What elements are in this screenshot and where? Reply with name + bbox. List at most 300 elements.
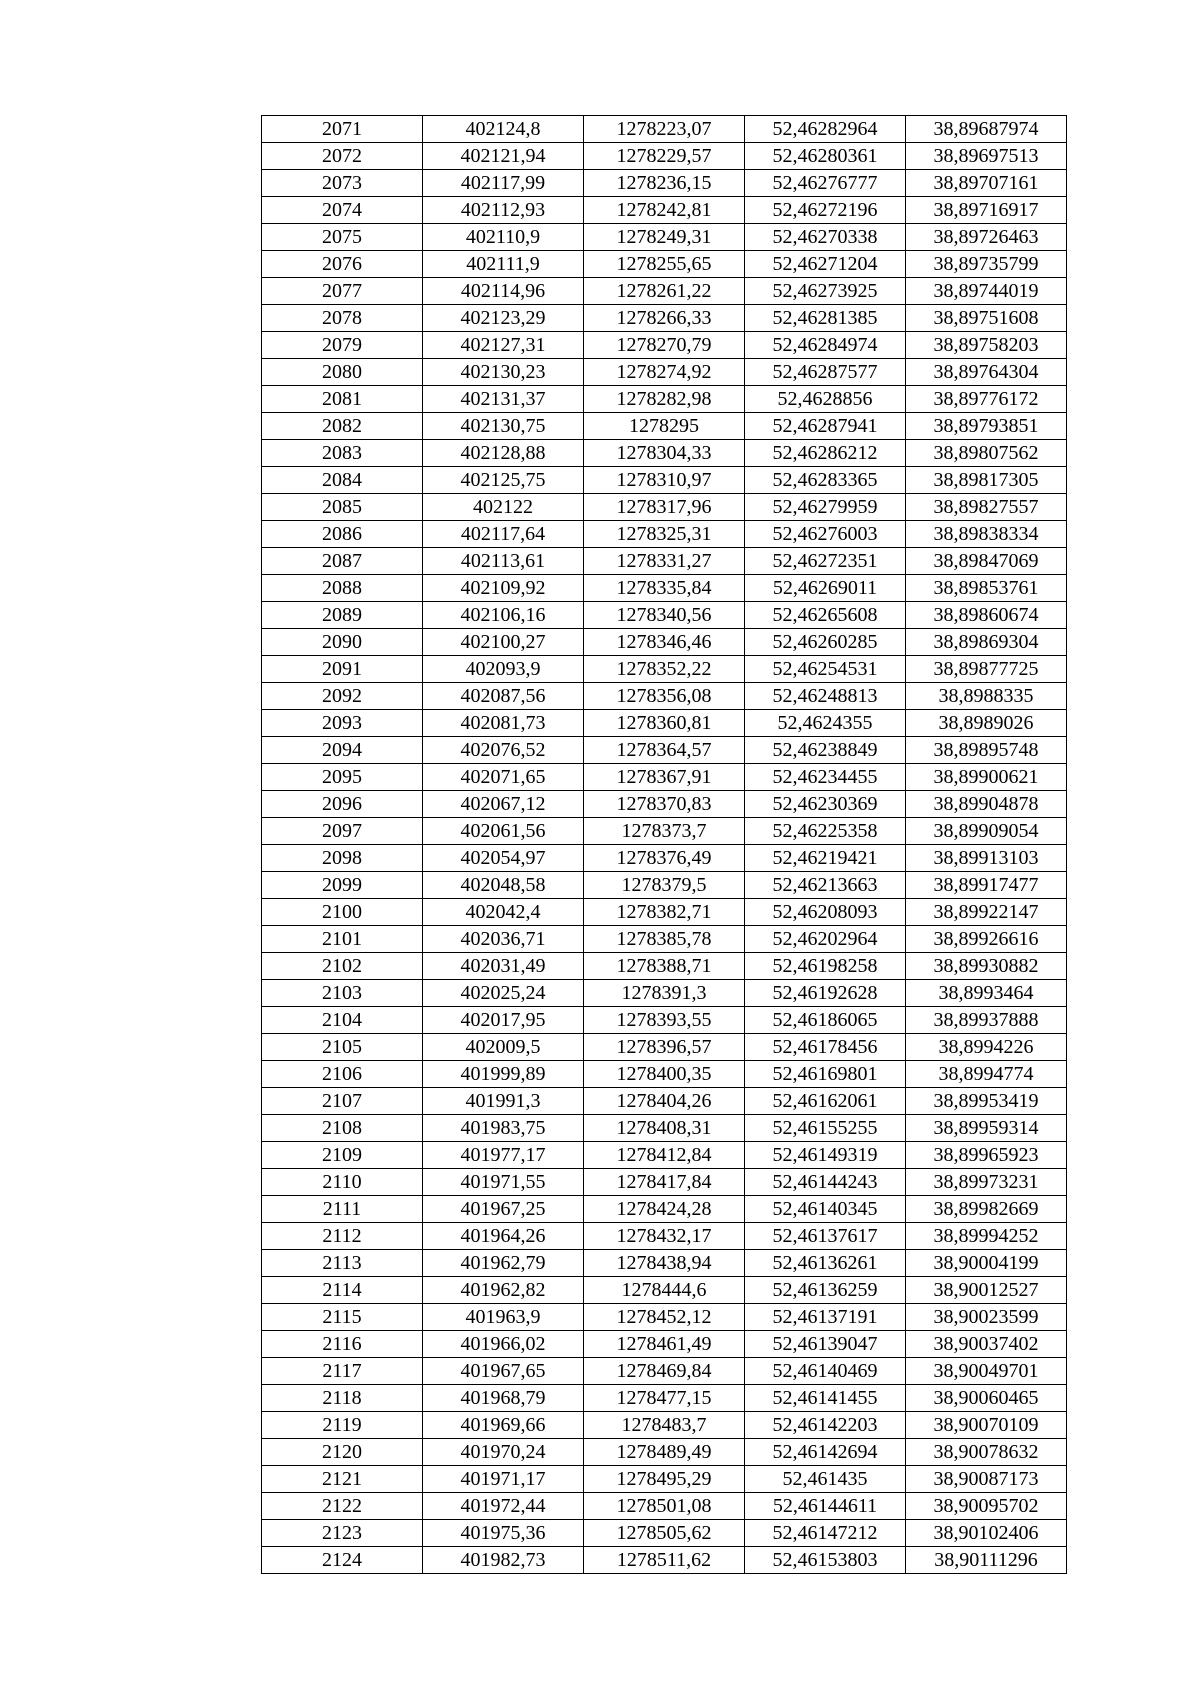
latitude-cell: 52,46178456 xyxy=(745,1034,906,1061)
point-number-cell: 2124 xyxy=(262,1547,423,1574)
longitude-cell: 38,8994774 xyxy=(906,1061,1067,1088)
longitude-cell: 38,8989026 xyxy=(906,710,1067,737)
point-number-cell: 2098 xyxy=(262,845,423,872)
latitude-cell: 52,46213663 xyxy=(745,872,906,899)
y-coordinate-cell: 1278331,27 xyxy=(584,548,745,575)
y-coordinate-cell: 1278511,62 xyxy=(584,1547,745,1574)
point-number-cell: 2101 xyxy=(262,926,423,953)
point-number-cell: 2117 xyxy=(262,1358,423,1385)
table-row xyxy=(262,1466,1067,1493)
x-coordinate-cell: 401966,02 xyxy=(423,1331,584,1358)
latitude-cell: 52,46142694 xyxy=(745,1439,906,1466)
point-number-cell: 2080 xyxy=(262,359,423,386)
x-coordinate-cell: 401975,36 xyxy=(423,1520,584,1547)
table-row xyxy=(262,629,1067,656)
latitude-cell: 52,4628856 xyxy=(745,386,906,413)
latitude-cell: 52,46284974 xyxy=(745,332,906,359)
x-coordinate-cell: 402025,24 xyxy=(423,980,584,1007)
y-coordinate-cell: 1278270,79 xyxy=(584,332,745,359)
y-coordinate-cell: 1278391,3 xyxy=(584,980,745,1007)
table-row xyxy=(262,413,1067,440)
y-coordinate-cell: 1278364,57 xyxy=(584,737,745,764)
table-row xyxy=(262,1385,1067,1412)
longitude-cell: 38,89707161 xyxy=(906,170,1067,197)
point-number-cell: 2106 xyxy=(262,1061,423,1088)
longitude-cell: 38,90070109 xyxy=(906,1412,1067,1439)
y-coordinate-cell: 1278424,28 xyxy=(584,1196,745,1223)
longitude-cell: 38,89827557 xyxy=(906,494,1067,521)
latitude-cell: 52,46147212 xyxy=(745,1520,906,1547)
table-row xyxy=(262,1358,1067,1385)
y-coordinate-cell: 1278382,71 xyxy=(584,899,745,926)
longitude-cell: 38,90111296 xyxy=(906,1547,1067,1574)
table-row xyxy=(262,251,1067,278)
x-coordinate-cell: 401991,3 xyxy=(423,1088,584,1115)
longitude-cell: 38,90004199 xyxy=(906,1250,1067,1277)
y-coordinate-cell: 1278340,56 xyxy=(584,602,745,629)
longitude-cell: 38,89913103 xyxy=(906,845,1067,872)
table-row xyxy=(262,710,1067,737)
point-number-cell: 2122 xyxy=(262,1493,423,1520)
y-coordinate-cell: 1278360,81 xyxy=(584,710,745,737)
point-number-cell: 2103 xyxy=(262,980,423,1007)
table-row xyxy=(262,170,1067,197)
table-row xyxy=(262,386,1067,413)
table-row xyxy=(262,224,1067,251)
x-coordinate-cell: 402122 xyxy=(423,494,584,521)
coordinates-table xyxy=(261,115,1067,1574)
longitude-cell: 38,89869304 xyxy=(906,629,1067,656)
x-coordinate-cell: 402087,56 xyxy=(423,683,584,710)
table-row xyxy=(262,872,1067,899)
latitude-cell: 52,46142203 xyxy=(745,1412,906,1439)
table-row xyxy=(262,278,1067,305)
y-coordinate-cell: 1278379,5 xyxy=(584,872,745,899)
point-number-cell: 2115 xyxy=(262,1304,423,1331)
y-coordinate-cell: 1278274,92 xyxy=(584,359,745,386)
table-row xyxy=(262,305,1067,332)
point-number-cell: 2081 xyxy=(262,386,423,413)
y-coordinate-cell: 1278335,84 xyxy=(584,575,745,602)
longitude-cell: 38,90095702 xyxy=(906,1493,1067,1520)
y-coordinate-cell: 1278282,98 xyxy=(584,386,745,413)
x-coordinate-cell: 402031,49 xyxy=(423,953,584,980)
x-coordinate-cell: 402117,99 xyxy=(423,170,584,197)
y-coordinate-cell: 1278352,22 xyxy=(584,656,745,683)
point-number-cell: 2076 xyxy=(262,251,423,278)
latitude-cell: 52,46140469 xyxy=(745,1358,906,1385)
table-row xyxy=(262,926,1067,953)
y-coordinate-cell: 1278373,7 xyxy=(584,818,745,845)
longitude-cell: 38,90078632 xyxy=(906,1439,1067,1466)
x-coordinate-cell: 401962,82 xyxy=(423,1277,584,1304)
latitude-cell: 52,46192628 xyxy=(745,980,906,1007)
y-coordinate-cell: 1278376,49 xyxy=(584,845,745,872)
longitude-cell: 38,90012527 xyxy=(906,1277,1067,1304)
x-coordinate-cell: 402127,31 xyxy=(423,332,584,359)
point-number-cell: 2114 xyxy=(262,1277,423,1304)
longitude-cell: 38,89758203 xyxy=(906,332,1067,359)
table-row xyxy=(262,845,1067,872)
x-coordinate-cell: 401970,24 xyxy=(423,1439,584,1466)
x-coordinate-cell: 401971,55 xyxy=(423,1169,584,1196)
longitude-cell: 38,90037402 xyxy=(906,1331,1067,1358)
point-number-cell: 2123 xyxy=(262,1520,423,1547)
y-coordinate-cell: 1278495,29 xyxy=(584,1466,745,1493)
x-coordinate-cell: 401972,44 xyxy=(423,1493,584,1520)
x-coordinate-cell: 401982,73 xyxy=(423,1547,584,1574)
latitude-cell: 52,46287577 xyxy=(745,359,906,386)
point-number-cell: 2096 xyxy=(262,791,423,818)
latitude-cell: 52,46169801 xyxy=(745,1061,906,1088)
table-row xyxy=(262,521,1067,548)
y-coordinate-cell: 1278393,55 xyxy=(584,1007,745,1034)
table-row xyxy=(262,116,1067,143)
latitude-cell: 52,46153803 xyxy=(745,1547,906,1574)
longitude-cell: 38,89982669 xyxy=(906,1196,1067,1223)
table-row xyxy=(262,980,1067,1007)
point-number-cell: 2095 xyxy=(262,764,423,791)
table-row xyxy=(262,1196,1067,1223)
table-row xyxy=(262,899,1067,926)
point-number-cell: 2108 xyxy=(262,1115,423,1142)
x-coordinate-cell: 402121,94 xyxy=(423,143,584,170)
table-row xyxy=(262,440,1067,467)
table-row xyxy=(262,1520,1067,1547)
longitude-cell: 38,89917477 xyxy=(906,872,1067,899)
x-coordinate-cell: 402017,95 xyxy=(423,1007,584,1034)
point-number-cell: 2113 xyxy=(262,1250,423,1277)
table-row xyxy=(262,656,1067,683)
y-coordinate-cell: 1278388,71 xyxy=(584,953,745,980)
longitude-cell: 38,89793851 xyxy=(906,413,1067,440)
longitude-cell: 38,89807562 xyxy=(906,440,1067,467)
x-coordinate-cell: 401964,26 xyxy=(423,1223,584,1250)
table-row xyxy=(262,359,1067,386)
y-coordinate-cell: 1278444,6 xyxy=(584,1277,745,1304)
latitude-cell: 52,46272196 xyxy=(745,197,906,224)
y-coordinate-cell: 1278261,22 xyxy=(584,278,745,305)
longitude-cell: 38,89726463 xyxy=(906,224,1067,251)
point-number-cell: 2088 xyxy=(262,575,423,602)
table-row xyxy=(262,1223,1067,1250)
table-row xyxy=(262,332,1067,359)
y-coordinate-cell: 1278310,97 xyxy=(584,467,745,494)
point-number-cell: 2099 xyxy=(262,872,423,899)
y-coordinate-cell: 1278255,65 xyxy=(584,251,745,278)
latitude-cell: 52,46139047 xyxy=(745,1331,906,1358)
coordinates-table-body xyxy=(262,116,1067,1574)
longitude-cell: 38,89953419 xyxy=(906,1088,1067,1115)
point-number-cell: 2094 xyxy=(262,737,423,764)
longitude-cell: 38,90102406 xyxy=(906,1520,1067,1547)
latitude-cell: 52,46287941 xyxy=(745,413,906,440)
y-coordinate-cell: 1278477,15 xyxy=(584,1385,745,1412)
point-number-cell: 2104 xyxy=(262,1007,423,1034)
x-coordinate-cell: 402054,97 xyxy=(423,845,584,872)
point-number-cell: 2075 xyxy=(262,224,423,251)
x-coordinate-cell: 402130,23 xyxy=(423,359,584,386)
latitude-cell: 52,46281385 xyxy=(745,305,906,332)
table-row xyxy=(262,467,1067,494)
latitude-cell: 52,46186065 xyxy=(745,1007,906,1034)
x-coordinate-cell: 401983,75 xyxy=(423,1115,584,1142)
longitude-cell: 38,8993464 xyxy=(906,980,1067,1007)
longitude-cell: 38,89853761 xyxy=(906,575,1067,602)
y-coordinate-cell: 1278325,31 xyxy=(584,521,745,548)
y-coordinate-cell: 1278438,94 xyxy=(584,1250,745,1277)
y-coordinate-cell: 1278489,49 xyxy=(584,1439,745,1466)
longitude-cell: 38,89973231 xyxy=(906,1169,1067,1196)
x-coordinate-cell: 401971,17 xyxy=(423,1466,584,1493)
y-coordinate-cell: 1278223,07 xyxy=(584,116,745,143)
x-coordinate-cell: 402009,5 xyxy=(423,1034,584,1061)
y-coordinate-cell: 1278461,49 xyxy=(584,1331,745,1358)
table-row xyxy=(262,1331,1067,1358)
table-row xyxy=(262,683,1067,710)
longitude-cell: 38,89776172 xyxy=(906,386,1067,413)
point-number-cell: 2073 xyxy=(262,170,423,197)
latitude-cell: 52,46260285 xyxy=(745,629,906,656)
x-coordinate-cell: 401969,66 xyxy=(423,1412,584,1439)
point-number-cell: 2092 xyxy=(262,683,423,710)
latitude-cell: 52,46269011 xyxy=(745,575,906,602)
point-number-cell: 2120 xyxy=(262,1439,423,1466)
latitude-cell: 52,46149319 xyxy=(745,1142,906,1169)
table-row xyxy=(262,1007,1067,1034)
point-number-cell: 2102 xyxy=(262,953,423,980)
point-number-cell: 2109 xyxy=(262,1142,423,1169)
table-row xyxy=(262,953,1067,980)
latitude-cell: 52,46265608 xyxy=(745,602,906,629)
longitude-cell: 38,89716917 xyxy=(906,197,1067,224)
x-coordinate-cell: 402123,29 xyxy=(423,305,584,332)
latitude-cell: 52,46276003 xyxy=(745,521,906,548)
table-row xyxy=(262,1547,1067,1574)
y-coordinate-cell: 1278385,78 xyxy=(584,926,745,953)
table-row xyxy=(262,143,1067,170)
point-number-cell: 2093 xyxy=(262,710,423,737)
longitude-cell: 38,89926616 xyxy=(906,926,1067,953)
latitude-cell: 52,46254531 xyxy=(745,656,906,683)
point-number-cell: 2090 xyxy=(262,629,423,656)
latitude-cell: 52,46276777 xyxy=(745,170,906,197)
latitude-cell: 52,461435 xyxy=(745,1466,906,1493)
longitude-cell: 38,89838334 xyxy=(906,521,1067,548)
y-coordinate-cell: 1278367,91 xyxy=(584,764,745,791)
longitude-cell: 38,90060465 xyxy=(906,1385,1067,1412)
table-row xyxy=(262,818,1067,845)
longitude-cell: 38,89860674 xyxy=(906,602,1067,629)
longitude-cell: 38,89817305 xyxy=(906,467,1067,494)
latitude-cell: 52,46272351 xyxy=(745,548,906,575)
latitude-cell: 52,46208093 xyxy=(745,899,906,926)
y-coordinate-cell: 1278501,08 xyxy=(584,1493,745,1520)
x-coordinate-cell: 402109,92 xyxy=(423,575,584,602)
x-coordinate-cell: 402036,71 xyxy=(423,926,584,953)
point-number-cell: 2105 xyxy=(262,1034,423,1061)
y-coordinate-cell: 1278346,46 xyxy=(584,629,745,656)
point-number-cell: 2112 xyxy=(262,1223,423,1250)
x-coordinate-cell: 402130,75 xyxy=(423,413,584,440)
x-coordinate-cell: 402042,4 xyxy=(423,899,584,926)
x-coordinate-cell: 402067,12 xyxy=(423,791,584,818)
longitude-cell: 38,89744019 xyxy=(906,278,1067,305)
longitude-cell: 38,89735799 xyxy=(906,251,1067,278)
x-coordinate-cell: 402100,27 xyxy=(423,629,584,656)
table-row xyxy=(262,494,1067,521)
latitude-cell: 52,46144611 xyxy=(745,1493,906,1520)
table-row xyxy=(262,1304,1067,1331)
longitude-cell: 38,90023599 xyxy=(906,1304,1067,1331)
table-row xyxy=(262,1412,1067,1439)
point-number-cell: 2072 xyxy=(262,143,423,170)
latitude-cell: 52,46225358 xyxy=(745,818,906,845)
longitude-cell: 38,89930882 xyxy=(906,953,1067,980)
y-coordinate-cell: 1278242,81 xyxy=(584,197,745,224)
latitude-cell: 52,46136259 xyxy=(745,1277,906,1304)
point-number-cell: 2111 xyxy=(262,1196,423,1223)
latitude-cell: 52,46137617 xyxy=(745,1223,906,1250)
point-number-cell: 2086 xyxy=(262,521,423,548)
latitude-cell: 52,46198258 xyxy=(745,953,906,980)
longitude-cell: 38,89904878 xyxy=(906,791,1067,818)
table-row xyxy=(262,1061,1067,1088)
longitude-cell: 38,89909054 xyxy=(906,818,1067,845)
point-number-cell: 2107 xyxy=(262,1088,423,1115)
longitude-cell: 38,89937888 xyxy=(906,1007,1067,1034)
point-number-cell: 2118 xyxy=(262,1385,423,1412)
point-number-cell: 2089 xyxy=(262,602,423,629)
y-coordinate-cell: 1278412,84 xyxy=(584,1142,745,1169)
latitude-cell: 52,46234455 xyxy=(745,764,906,791)
table-row xyxy=(262,1115,1067,1142)
longitude-cell: 38,90087173 xyxy=(906,1466,1067,1493)
point-number-cell: 2071 xyxy=(262,116,423,143)
latitude-cell: 52,46273925 xyxy=(745,278,906,305)
point-number-cell: 2082 xyxy=(262,413,423,440)
y-coordinate-cell: 1278408,31 xyxy=(584,1115,745,1142)
y-coordinate-cell: 1278469,84 xyxy=(584,1358,745,1385)
latitude-cell: 52,46280361 xyxy=(745,143,906,170)
x-coordinate-cell: 402114,96 xyxy=(423,278,584,305)
x-coordinate-cell: 402112,93 xyxy=(423,197,584,224)
y-coordinate-cell: 1278356,08 xyxy=(584,683,745,710)
y-coordinate-cell: 1278505,62 xyxy=(584,1520,745,1547)
latitude-cell: 52,46155255 xyxy=(745,1115,906,1142)
longitude-cell: 38,89922147 xyxy=(906,899,1067,926)
longitude-cell: 38,89994252 xyxy=(906,1223,1067,1250)
y-coordinate-cell: 1278417,84 xyxy=(584,1169,745,1196)
latitude-cell: 52,46202964 xyxy=(745,926,906,953)
latitude-cell: 52,46140345 xyxy=(745,1196,906,1223)
point-number-cell: 2119 xyxy=(262,1412,423,1439)
latitude-cell: 52,46270338 xyxy=(745,224,906,251)
table-row xyxy=(262,1250,1067,1277)
table-row xyxy=(262,1142,1067,1169)
latitude-cell: 52,46282964 xyxy=(745,116,906,143)
longitude-cell: 38,89697513 xyxy=(906,143,1067,170)
longitude-cell: 38,89751608 xyxy=(906,305,1067,332)
x-coordinate-cell: 402125,75 xyxy=(423,467,584,494)
y-coordinate-cell: 1278304,33 xyxy=(584,440,745,467)
latitude-cell: 52,46141455 xyxy=(745,1385,906,1412)
x-coordinate-cell: 402128,88 xyxy=(423,440,584,467)
x-coordinate-cell: 402111,9 xyxy=(423,251,584,278)
table-row xyxy=(262,1439,1067,1466)
x-coordinate-cell: 402110,9 xyxy=(423,224,584,251)
x-coordinate-cell: 401968,79 xyxy=(423,1385,584,1412)
x-coordinate-cell: 402093,9 xyxy=(423,656,584,683)
table-row xyxy=(262,1277,1067,1304)
latitude-cell: 52,46144243 xyxy=(745,1169,906,1196)
point-number-cell: 2077 xyxy=(262,278,423,305)
point-number-cell: 2083 xyxy=(262,440,423,467)
y-coordinate-cell: 1278295 xyxy=(584,413,745,440)
table-row xyxy=(262,737,1067,764)
table-row xyxy=(262,548,1067,575)
x-coordinate-cell: 401963,9 xyxy=(423,1304,584,1331)
y-coordinate-cell: 1278266,33 xyxy=(584,305,745,332)
x-coordinate-cell: 402081,73 xyxy=(423,710,584,737)
point-number-cell: 2074 xyxy=(262,197,423,224)
y-coordinate-cell: 1278404,26 xyxy=(584,1088,745,1115)
latitude-cell: 52,46271204 xyxy=(745,251,906,278)
longitude-cell: 38,89764304 xyxy=(906,359,1067,386)
longitude-cell: 38,89847069 xyxy=(906,548,1067,575)
point-number-cell: 2079 xyxy=(262,332,423,359)
point-number-cell: 2100 xyxy=(262,899,423,926)
y-coordinate-cell: 1278370,83 xyxy=(584,791,745,818)
x-coordinate-cell: 402048,58 xyxy=(423,872,584,899)
x-coordinate-cell: 401967,65 xyxy=(423,1358,584,1385)
longitude-cell: 38,89895748 xyxy=(906,737,1067,764)
x-coordinate-cell: 401977,17 xyxy=(423,1142,584,1169)
longitude-cell: 38,89959314 xyxy=(906,1115,1067,1142)
latitude-cell: 52,4624355 xyxy=(745,710,906,737)
x-coordinate-cell: 401962,79 xyxy=(423,1250,584,1277)
longitude-cell: 38,89965923 xyxy=(906,1142,1067,1169)
latitude-cell: 52,46162061 xyxy=(745,1088,906,1115)
point-number-cell: 2091 xyxy=(262,656,423,683)
latitude-cell: 52,46219421 xyxy=(745,845,906,872)
table-row xyxy=(262,1169,1067,1196)
y-coordinate-cell: 1278249,31 xyxy=(584,224,745,251)
latitude-cell: 52,46230369 xyxy=(745,791,906,818)
point-number-cell: 2085 xyxy=(262,494,423,521)
y-coordinate-cell: 1278317,96 xyxy=(584,494,745,521)
point-number-cell: 2078 xyxy=(262,305,423,332)
x-coordinate-cell: 402071,65 xyxy=(423,764,584,791)
table-row xyxy=(262,1493,1067,1520)
point-number-cell: 2116 xyxy=(262,1331,423,1358)
longitude-cell: 38,90049701 xyxy=(906,1358,1067,1385)
point-number-cell: 2097 xyxy=(262,818,423,845)
latitude-cell: 52,46137191 xyxy=(745,1304,906,1331)
x-coordinate-cell: 401967,25 xyxy=(423,1196,584,1223)
x-coordinate-cell: 402113,61 xyxy=(423,548,584,575)
longitude-cell: 38,89877725 xyxy=(906,656,1067,683)
point-number-cell: 2084 xyxy=(262,467,423,494)
y-coordinate-cell: 1278396,57 xyxy=(584,1034,745,1061)
longitude-cell: 38,8988335 xyxy=(906,683,1067,710)
y-coordinate-cell: 1278229,57 xyxy=(584,143,745,170)
x-coordinate-cell: 402076,52 xyxy=(423,737,584,764)
table-row xyxy=(262,602,1067,629)
latitude-cell: 52,46248813 xyxy=(745,683,906,710)
latitude-cell: 52,46238849 xyxy=(745,737,906,764)
x-coordinate-cell: 402131,37 xyxy=(423,386,584,413)
